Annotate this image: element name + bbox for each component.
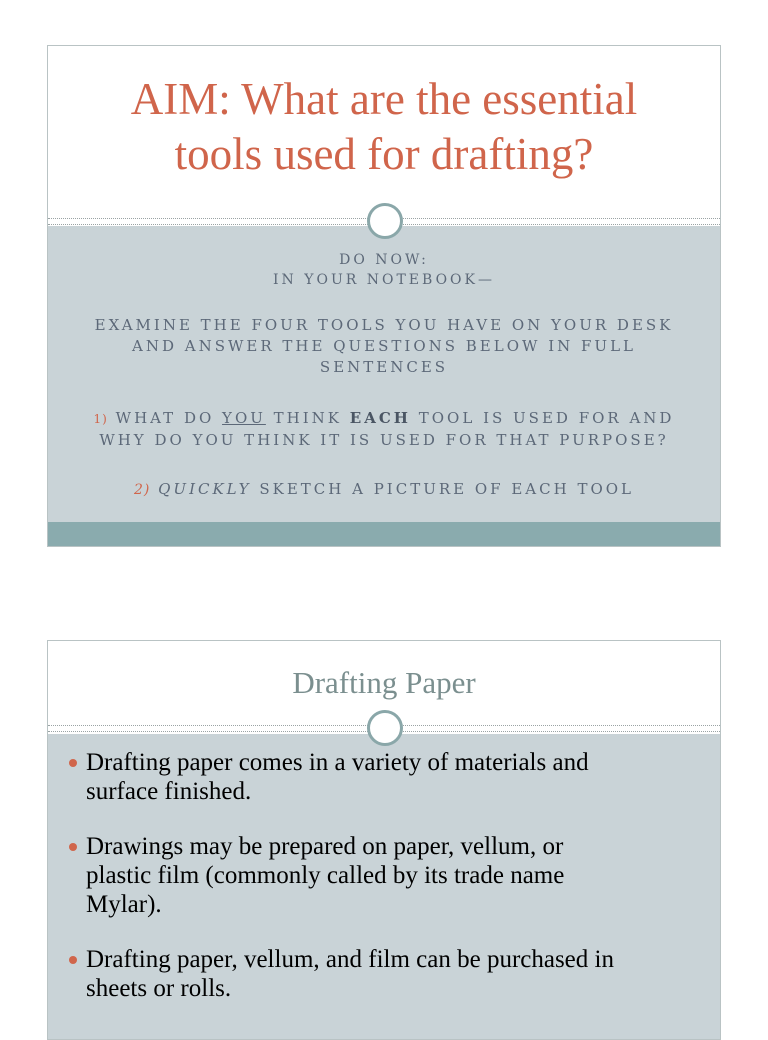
bullet-3-line-1: Drafting paper, vellum, and film can be purchased in	[86, 946, 614, 973]
question-2-quickly: QUICKLY	[158, 480, 252, 498]
bullet-dot-icon	[69, 843, 77, 851]
bullet-item	[62, 748, 706, 806]
slide-title: Drafting Paper	[292, 665, 476, 700]
bullet-item	[62, 945, 706, 1003]
bullet-2-line-2: plastic film (commonly called by its trade name	[86, 862, 565, 889]
bullet-item	[62, 832, 706, 919]
question-2	[58, 479, 710, 501]
question-1-each: EACH	[349, 409, 411, 427]
question-1-you: YOU	[222, 409, 266, 427]
question-1-text-a: WHAT DO	[115, 409, 223, 427]
bullet-list	[62, 748, 706, 1029]
slide-title-area	[48, 46, 720, 220]
question-2-text: SKETCH A PICTURE OF EACH TOOL	[251, 480, 635, 498]
do-now-line-1: DO NOW:	[339, 252, 429, 268]
bullet-dot-icon	[69, 956, 77, 964]
question-1-line-2: WHY DO YOU THINK IT IS USED FOR THAT PURPOSE?	[99, 431, 669, 449]
question-2-number: 2)	[133, 482, 151, 498]
title-line-2: tools used for drafting?	[174, 129, 594, 179]
bullet-2-line-1: Drawings may be prepared on paper, vellum, or	[86, 833, 564, 860]
bullet-1-line-1: Drafting paper comes in a variety of materials and	[86, 749, 589, 776]
slide-aim	[47, 45, 721, 547]
slide-title	[48, 72, 720, 182]
footer-band	[48, 522, 720, 546]
question-1-text-b: THINK	[265, 409, 350, 427]
bullet-3-line-2: sheets or rolls.	[86, 975, 232, 1002]
slide-drafting-paper	[47, 640, 721, 1040]
examine-instructions	[58, 315, 710, 378]
examine-line-1: EXAMINE THE FOUR TOOLS YOU HAVE ON YOUR DESK	[94, 316, 674, 334]
slide-body	[48, 734, 720, 1039]
bullet-2-line-3: Mylar).	[86, 891, 162, 918]
title-line-1: AIM: What are the essential	[130, 74, 638, 124]
bullet-1-line-2: surface finished.	[86, 778, 252, 805]
ring-ornament-icon	[367, 710, 403, 746]
do-now-line-2: IN YOUR NOTEBOOK—	[273, 272, 495, 288]
do-now-text	[58, 250, 710, 290]
examine-line-3: SENTENCES	[319, 358, 449, 376]
question-1-number: 1)	[93, 412, 108, 426]
examine-line-2: AND ANSWER THE QUESTIONS BELOW IN FULL	[132, 337, 636, 355]
question-1	[58, 408, 710, 451]
bullet-dot-icon	[69, 759, 77, 767]
slide-body	[48, 226, 720, 522]
question-1-text-c: TOOL IS USED FOR AND	[410, 409, 675, 427]
ring-ornament-icon	[367, 203, 403, 239]
